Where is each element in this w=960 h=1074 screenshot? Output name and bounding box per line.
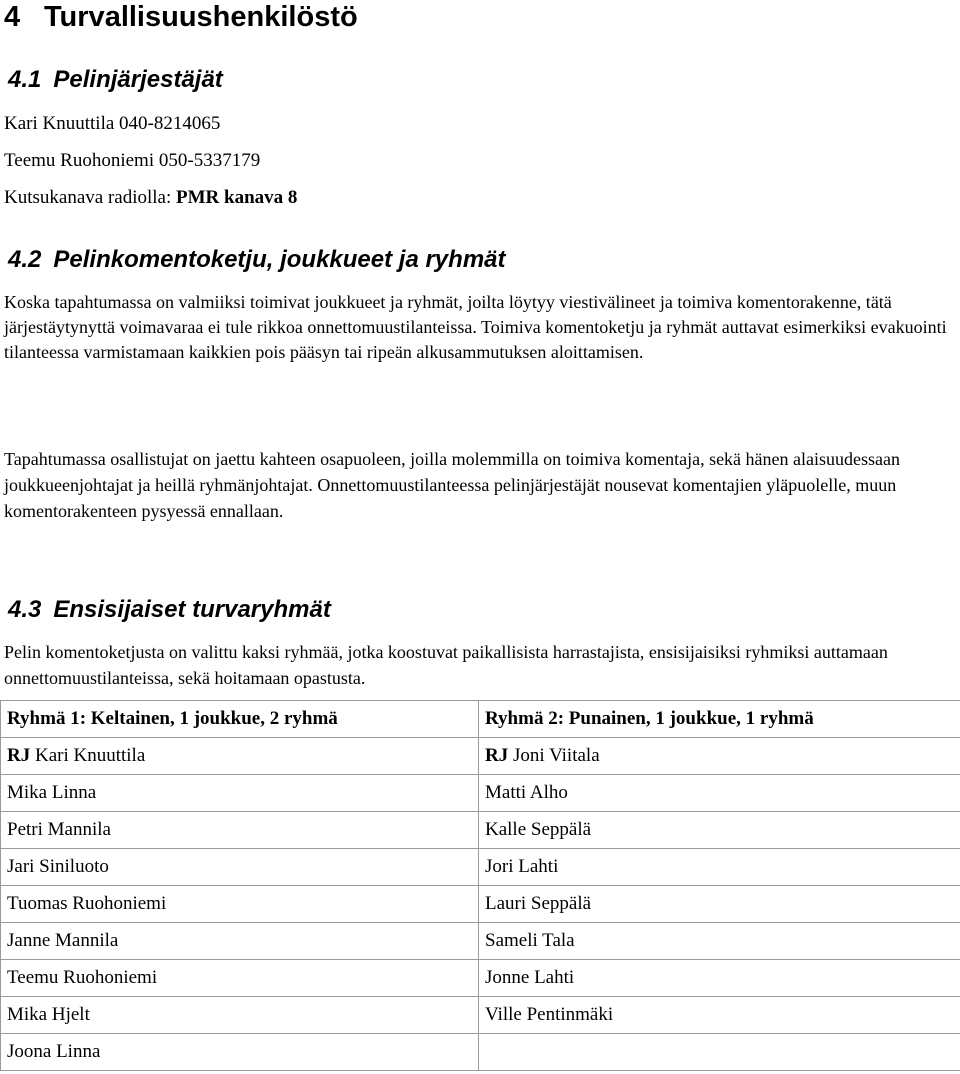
radio-label: Kutsukanava radiolla: xyxy=(4,187,177,208)
table-cell: Jonne Lahti xyxy=(479,960,960,997)
radio-channel-line xyxy=(4,186,297,210)
group1-leader-cell xyxy=(1,738,479,775)
section-title: Turvallisuushenkilöstö xyxy=(44,1,358,33)
subsection-number: 4.2 xyxy=(8,246,42,273)
section-heading xyxy=(4,0,358,34)
contact-line: Teemu Ruohoniemi 050-5337179 xyxy=(4,150,261,171)
group2-header: Ryhmä 2: Punainen, 1 joukkue, 1 ryhmä xyxy=(479,701,960,738)
rj-label: RJ xyxy=(485,745,509,766)
leader-name: Kari Knuuttila xyxy=(30,745,146,766)
group1-header: Ryhmä 1: Keltainen, 1 joukkue, 2 ryhmä xyxy=(1,701,479,738)
leader-name: Joni Viitala xyxy=(508,745,600,766)
paragraph: Tapahtumassa osallistujat on jaettu kahteen osapuoleen, joilla molemmilla on toimiva komentaja, sekä hänen alaisuudessaan joukkueenjohtajat ja heillä ryhmänjohtajat. Onnettomuustilanteessa pelinjärjestäjät nousevat komentajien yläpuolelle, muun komentorakenteen pysyessä ennallaan. xyxy=(4,449,900,521)
table-cell: Ville Pentinmäki xyxy=(479,997,960,1034)
subsection-title: Ensisijaiset turvaryhmät xyxy=(53,596,331,623)
subsection-heading-4-3 xyxy=(8,596,331,624)
contact-line: Kari Knuuttila 040-8214065 xyxy=(4,113,221,134)
table-cell: Mika Linna xyxy=(1,775,479,812)
table-cell: Jori Lahti xyxy=(479,849,960,886)
table-cell: Mika Hjelt xyxy=(1,997,479,1034)
subsection-title: Pelinkomentoketju, joukkueet ja ryhmät xyxy=(53,246,506,273)
table-cell: Janne Mannila xyxy=(1,923,479,960)
subsection-heading-4-2 xyxy=(8,246,506,274)
table-row xyxy=(1,960,960,997)
table-row xyxy=(1,738,960,775)
table-header-row xyxy=(1,701,960,738)
rj-label: RJ xyxy=(7,745,31,766)
groups-table xyxy=(0,700,960,1071)
radio-value: PMR kanava 8 xyxy=(176,187,298,208)
paragraph: Pelin komentoketjusta on valittu kaksi ryhmää, jotka koostuvat paikallisista harrastajista, ensisijaisiksi ryhmiksi auttamaan onnettomuustilanteissa, sekä hoitamaan opastusta. xyxy=(4,642,888,688)
section-number: 4 xyxy=(4,1,21,33)
table-cell: Lauri Seppälä xyxy=(479,886,960,923)
table-row xyxy=(1,849,960,886)
paragraph: Koska tapahtumassa on valmiiksi toimivat joukkueet ja ryhmät, joilta löytyy viestivälineet ja toimiva komentorakenne, tätä järjestäytynyttä voimavaraa ei tule rikkoa onnettomuustilanteissa. Toimiva komentoketju ja ryhmät auttavat esimerkiksi evakuointi tilanteessa varmistamaan kaikkien pois pääsyn tai ripeän alkusammutuksen aloittamisen. xyxy=(4,292,947,362)
subsection-number: 4.1 xyxy=(8,66,42,93)
table-cell: Petri Mannila xyxy=(1,812,479,849)
table-row xyxy=(1,997,960,1034)
table-cell: Kalle Seppälä xyxy=(479,812,960,849)
table-row xyxy=(1,1034,960,1071)
table-cell: Sameli Tala xyxy=(479,923,960,960)
table-row xyxy=(1,775,960,812)
table-row xyxy=(1,923,960,960)
table-cell: Tuomas Ruohoniemi xyxy=(1,886,479,923)
table-cell: Joona Linna xyxy=(1,1034,479,1071)
table-cell: Teemu Ruohoniemi xyxy=(1,960,479,997)
table-row xyxy=(1,886,960,923)
subsection-heading-4-1 xyxy=(8,66,223,94)
table-cell: Jari Siniluoto xyxy=(1,849,479,886)
table-cell: Matti Alho xyxy=(479,775,960,812)
subsection-title: Pelinjärjestäjät xyxy=(53,66,223,93)
table-row xyxy=(1,812,960,849)
group2-leader-cell xyxy=(479,738,960,775)
subsection-number: 4.3 xyxy=(8,596,42,623)
table-cell xyxy=(479,1034,960,1071)
